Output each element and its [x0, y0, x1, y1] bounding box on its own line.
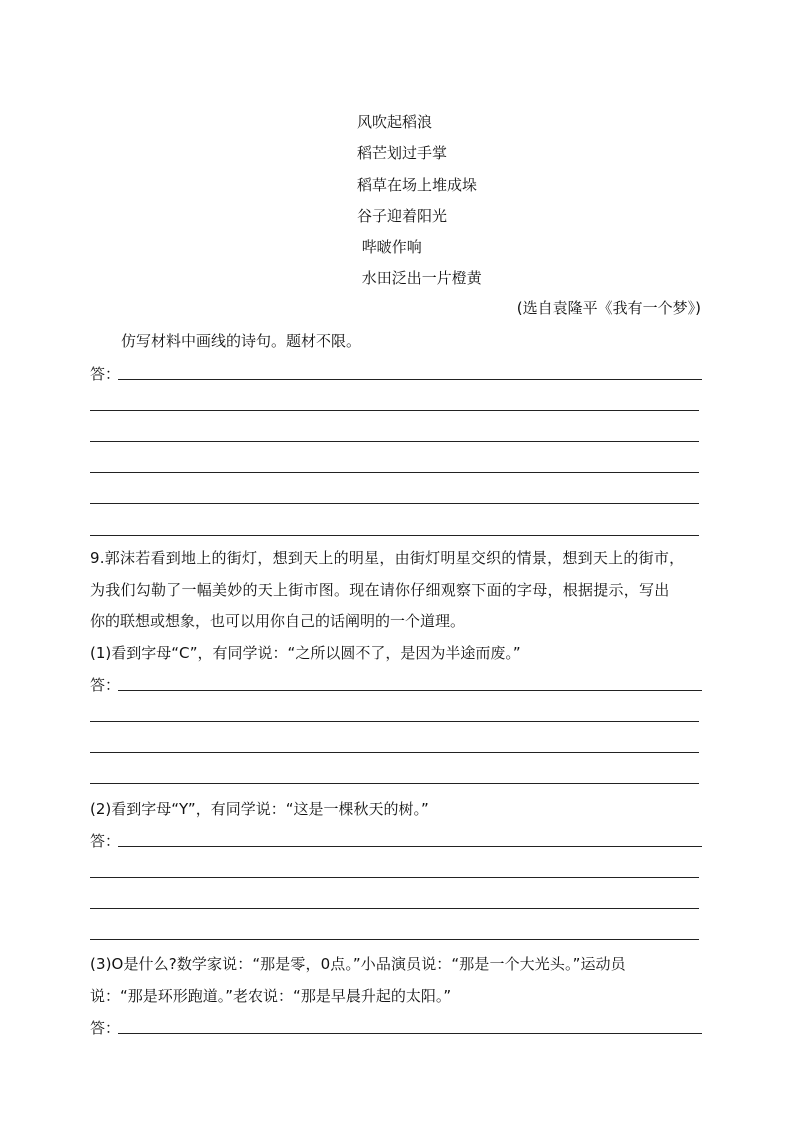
poem-line-4: 谷子迎着阳光 — [357, 207, 448, 225]
answer-label: 答： — [90, 676, 121, 694]
answer-line[interactable] — [90, 535, 699, 536]
q9-intro-line-3: 你的联想或想象，也可以用你自己的话阐明的一个道理。 — [90, 612, 466, 630]
poem-line-2: 稻芒划过手掌 — [357, 144, 448, 162]
q9-intro-line-2: 为我们勾勒了一幅美妙的天上街市图。现在请你仔细观察下面的字母，根据提示，写出 — [90, 581, 670, 599]
q9-sub1: (1)看到字母“C”，有同学说：“之所以圆不了，是因为半途而废。” — [90, 644, 521, 662]
answer-line[interactable] — [90, 441, 699, 442]
answer-label: 答： — [90, 832, 121, 850]
q9-sub3-line-1: (3)O是什么?数学家说：“那是零，0点。”小品演员说：“那是一个大光头。”运动员 — [90, 955, 626, 973]
answer-line[interactable] — [90, 410, 699, 411]
poem-line-6: 水田泛出一片橙黄 — [357, 269, 482, 287]
answer-line[interactable] — [90, 472, 699, 473]
answer-label: 答： — [90, 1019, 121, 1037]
answer-line[interactable] — [118, 690, 702, 691]
answer-line[interactable] — [90, 939, 699, 940]
q9-sub3-line-2: 说：“那是环形跑道。”老农说：“那是早晨升起的太阳。” — [90, 987, 452, 1005]
task-imitate: 仿写材料中画线的诗句。题材不限。 — [121, 332, 362, 350]
q9-intro-line-1: 9.郭沫若看到地上的街灯，想到天上的明星，由街灯明星交织的情景，想到天上的街市， — [90, 549, 685, 567]
answer-line[interactable] — [90, 721, 699, 722]
answer-line[interactable] — [90, 503, 699, 504]
answer-line[interactable] — [90, 877, 699, 878]
answer-line[interactable] — [118, 1033, 702, 1034]
answer-line[interactable] — [90, 752, 699, 753]
answer-label: 答： — [90, 365, 121, 383]
poem-line-3: 稻草在场上堆成垛 — [357, 176, 478, 194]
answer-line[interactable] — [118, 379, 702, 380]
poem-source: (选自袁隆平《我有一个梦》) — [516, 299, 701, 317]
poem-line-1: 风吹起稻浪 — [357, 113, 433, 131]
q9-sub2: (2)看到字母“Y”，有同学说：“这是一棵秋天的树。” — [90, 800, 429, 818]
answer-line[interactable] — [90, 783, 699, 784]
poem-line-5: 哔啵作响 — [357, 238, 422, 256]
answer-line[interactable] — [90, 908, 699, 909]
answer-line[interactable] — [118, 846, 702, 847]
